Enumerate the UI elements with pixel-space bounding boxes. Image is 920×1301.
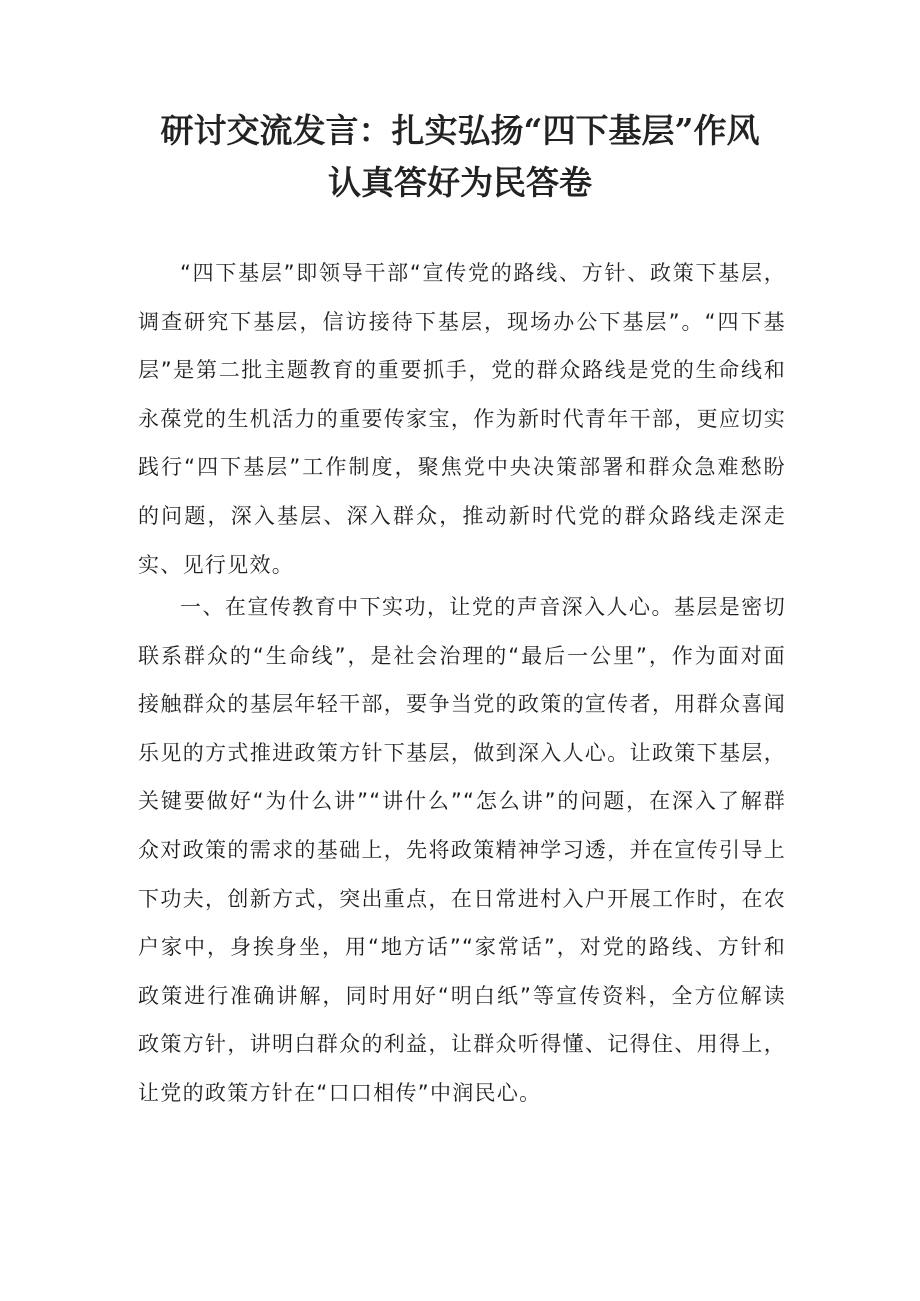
intro-paragraph: “四下基层”即领导干部“宣传党的路线、方针、政策下基层，调查研究下基层，信访接待下基层，现场办公下基层”。“四下基层”是第二批主题教育的重要抓手，党的群众路线是党的生命线和永葆党的生机活力的重要传家宝，作为新时代青年干部，更应切实践行“四下基层”工作制度，聚焦党中央决策部署和群众急难愁盼的问题，深入基层、深入群众，推动新时代党的群众路线走深走实、见行见效。 (138, 261, 786, 577)
document-title-line-1: 研讨交流发言：扎实弘扬“四下基层”作风 (160, 111, 760, 150)
section-one-paragraph: 一、在宣传教育中下实功，让党的声音深入人心。基层是密切联系群众的“生命线”，是社会治理的“最后一公里”，作为面对面接触群众的基层年轻干部，要争当党的政策的宣传者，用群众喜闻乐见的方式推进政策方针下基层，做到深入人心。让政策下基层，关键要做好“为什么讲”“讲什么”“怎么讲”的问题，在深入了解群众对政策的需求的基础上，先将政策精神学习透，并在宣传引导上下功夫，创新方式，突出重点，在日常进村入户开展工作时，在农户家中，身挨身坐，用“地方话”“家常话”，对党的路线、方针和政策进行准确讲解，同时用好“明白纸”等宣传资料，全方位解读政策方针，讲明白群众的利益，让群众听得懂、记得住、用得上，让党的政策方针在“口口相传”中润民心。 (138, 595, 786, 1105)
document-title-line-2: 认真答好为民答卷 (328, 163, 592, 202)
